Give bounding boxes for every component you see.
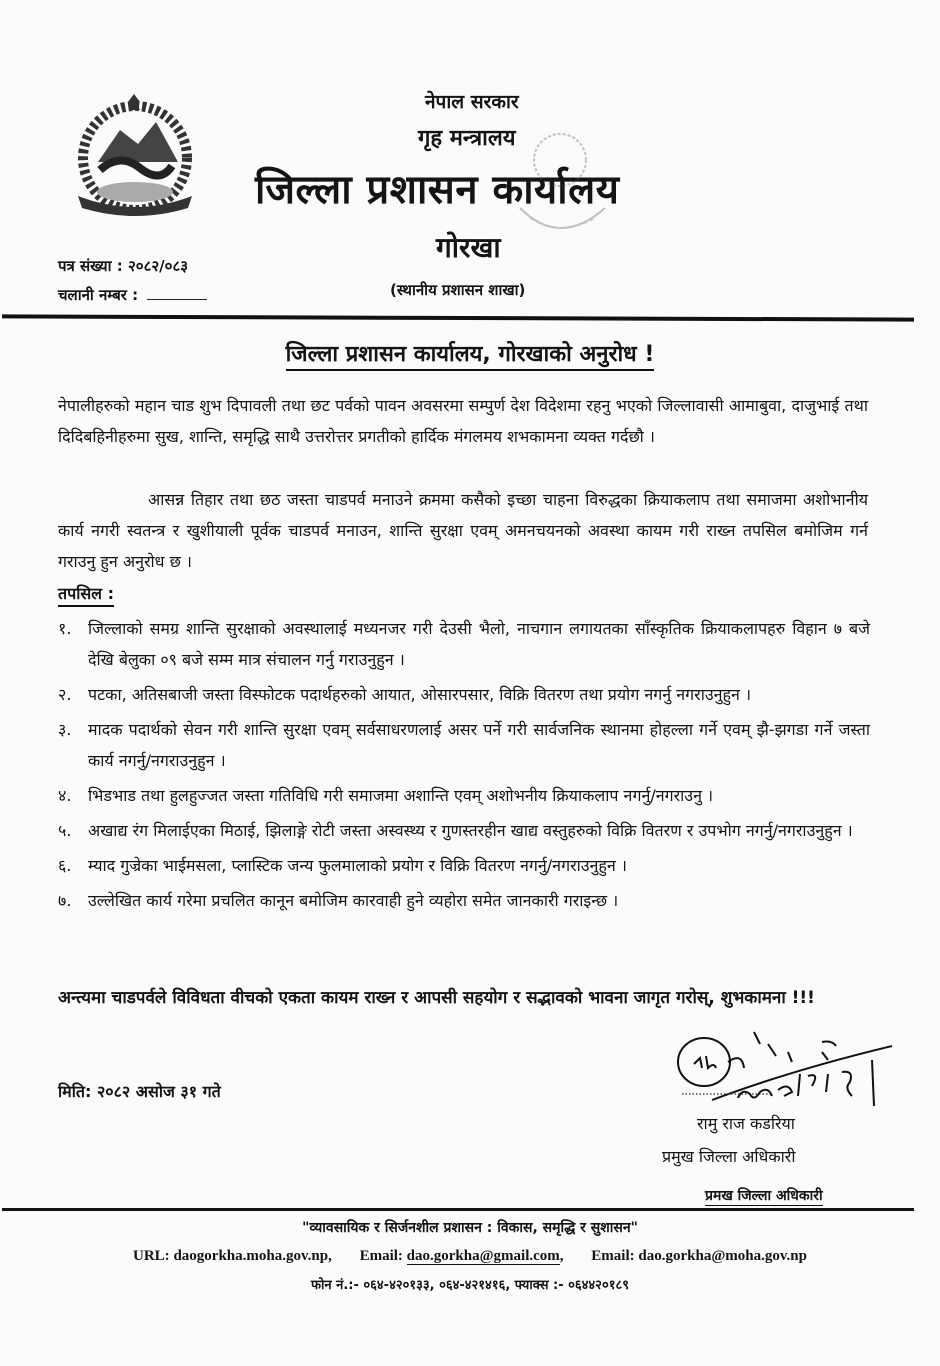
list-item (58, 885, 870, 916)
url-label: URL: (133, 1248, 170, 1264)
list-item (58, 780, 870, 811)
item-text: मादक पदार्थको सेवन गरी शान्ति सुरक्षा एवम् सर्वसाधरणलाई असर पर्ने गरी सार्वजनिक स्थानमा होहल्ला गर्ने एवम् झै-झगडा गर्ने जस्ता कार्य नगर्नु/नगराउनुहुन । (88, 720, 870, 770)
notice-headline (0, 338, 940, 368)
district-name: गोरखा (436, 231, 501, 264)
government-name: नेपाल सरकार (425, 91, 519, 113)
dispatch-number-blank (147, 299, 207, 300)
list-item (58, 815, 870, 846)
email-label: Email: (359, 1248, 403, 1264)
header-divider (2, 314, 914, 321)
email-label: Email: (591, 1248, 635, 1264)
website-link[interactable]: daogorkha.moha.gov.np, (173, 1248, 332, 1264)
list-item (58, 613, 870, 675)
details-label: तपसिल : (58, 583, 114, 607)
dispatch-number (58, 285, 207, 305)
office-stamp-icon (500, 118, 615, 268)
item-text: अखाद्य रंग मिलाईएका मिठाई, झिलाङ्गे रोटी जस्ता अस्वस्थ्य र गुणस्तरहीन खाद्य वस्तुहरुको विक्रि वितरण र उपभोग नगर्नु/नगराउनुहुन । (88, 821, 853, 840)
footer-contacts: URL: daogorkha.moha.gov.np, Email: dao.gorkha@gmail.com, Email: dao.gorkha@moha.gov.np (133, 1248, 807, 1264)
dispatch-number-label: चलानी नम्बर : (58, 286, 139, 304)
ministry-name: गृह मन्त्रालय (418, 126, 516, 151)
item-text: जिल्लाको समग्र शान्ति सुरक्षाको अवस्थालाई मध्यनजर गरी देउसी भैलो, नाचगान लगायतका साँस्कृतिक क्रियाकलापहरु विहान ७ बजे देखि बेलुका ०९ बजे सम्म मात्र संचालन गर्नु गराउनुहुन । (88, 619, 870, 669)
letter-number-label: पत्र संख्या : (58, 257, 123, 275)
notice-headline-text: जिल्ला प्रशासन कार्यालय, गोरखाको अनुरोध ! (286, 342, 655, 371)
list-item (58, 850, 870, 881)
request-paragraph: आसन्न तिहार तथा छठ जस्ता चाडपर्व मनाउने क्रममा कसैको इच्छा चाहना विरुद्धका क्रियाकलाप तथा समाजमा अशोभानीय कार्य नगरी स्वतन्त्र र खुशीयाली पूर्वक चाडपर्व मनाउन, शान्ति सुरक्षा एवम् अमनचयनको अवस्था कायम गरी राख्न तपसिल बमोजिम गर्न गराउनु हुन अनुरोध छ । (58, 490, 868, 571)
list-item (58, 714, 870, 776)
item-number: १. (58, 619, 72, 638)
item-number: २. (58, 685, 72, 704)
instruction-list (58, 613, 870, 920)
item-text: पटका, अतिसबाजी जस्ता विस्फोटक पदार्थहरुको आयात, ओसारपसार, विक्रि वितरण तथा प्रयोग नगर्नु नगराउनुहुन । (88, 685, 752, 704)
item-number: ४. (58, 786, 72, 805)
signatory-name: रामु राज कडरिया (697, 1114, 795, 1133)
item-number: ६. (58, 856, 72, 875)
office-name: जिल्ला प्रशासन कार्यालय (255, 167, 620, 213)
item-text: भिडभाड तथा हुलहुज्जत जस्ता गतिविधि गरी समाजमा अशान्ति एवम् अशोभनीय क्रियाकलाप नगर्नु/नगराउनु । (88, 786, 714, 805)
signature-icon (672, 1022, 907, 1117)
item-text: म्याद गुज्रेका भाईमसला, प्लास्टिक जन्य फुलमालाको प्रयोग र विक्रि वितरण नगर्नु/नगराउनुहुन । (88, 856, 627, 875)
list-item (58, 679, 870, 710)
designation-stamp: प्रमख जिल्ला अधिकारी (705, 1188, 823, 1204)
moha-email-link[interactable]: dao.gorkha@moha.gov.np (638, 1248, 807, 1264)
branch-name: (स्थानीय प्रशासन शाखा) (390, 281, 526, 299)
item-number: ३. (58, 720, 72, 739)
letter-number-value: २०८२/०८३ (127, 257, 189, 275)
gmail-link[interactable]: dao.gorkha@gmail.com (406, 1248, 560, 1264)
letter-number (58, 256, 188, 276)
item-number: ७. (58, 891, 72, 910)
footer-divider (2, 1208, 914, 1211)
footer-phone: फोन नं.:- ०६४-४२०१३३, ०६४-४२१४१६, फ्याक्स :- ०६४४२०१८९ (311, 1278, 629, 1293)
item-number: ५. (58, 821, 72, 840)
closing-wishes: अन्त्यमा चाडपर्वले विविधता वीचको एकता कायम राख्न र आपसी सहयोग र सद्भावको भावना जागृत गरोस्, शुभकामना !!! (58, 988, 815, 1008)
item-text: उल्लेखित कार्य गरेमा प्रचलित कानून बमोजिम कारवाही हुने व्यहोरा समेत जानकारी गराइन्छ । (88, 891, 619, 910)
signatory-title: प्रमुख जिल्ला अधिकारी (662, 1147, 796, 1166)
nepal-emblem-icon (60, 92, 210, 220)
greeting-paragraph: नेपालीहरुको महान चाड शुभ दिपावली तथा छट पर्वको पावन अवसरमा सम्पुर्ण देश विदेशमा रहनु भएको जिल्लावासी आमाबुवा, दाजुभाई तथा दिदिबहिनीहरुमा सुख, शान्ति, समृद्धि साथै उत्तरोत्तर प्रगतीको हार्दिक मंगलमय शभकामना व्यक्त गर्दछौ । (58, 396, 868, 446)
letter-date: मिति: २०८२ असोज ३१ गते (58, 1082, 221, 1101)
footer-motto: "व्यावसायिक र सिर्जनशील प्रशासन : विकास, समृद्धि र सुशासन" (302, 1220, 638, 1236)
